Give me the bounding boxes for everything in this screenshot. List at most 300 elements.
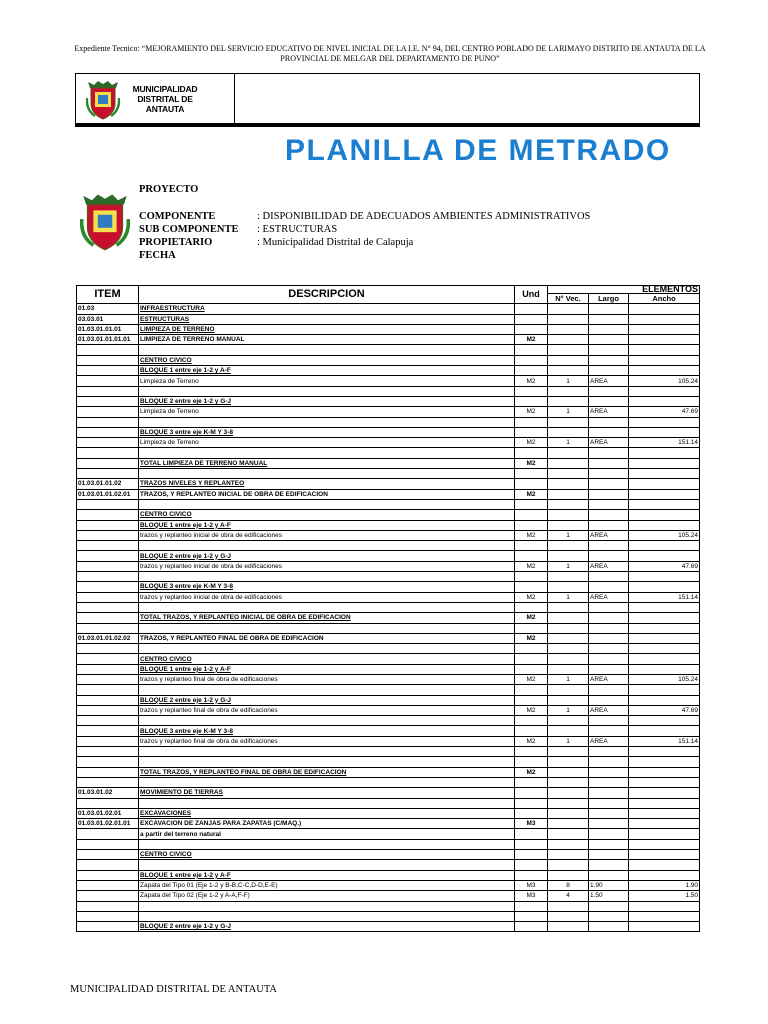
table-row (77, 757, 700, 767)
largo-cell (589, 798, 629, 808)
largo-cell (589, 324, 629, 334)
table-row (77, 891, 700, 901)
largo-cell (589, 860, 629, 870)
largo-cell (589, 345, 629, 355)
nvec-cell (548, 654, 589, 664)
largo-cell (589, 335, 629, 345)
item-cell (77, 736, 139, 746)
largo-cell (589, 551, 629, 561)
largo-cell (589, 757, 629, 767)
unit-cell (515, 355, 548, 365)
description-cell (139, 469, 515, 479)
ancho-cell: 105.24 (629, 674, 700, 684)
item-cell: 03.03.01 (77, 314, 139, 324)
description-cell (139, 757, 515, 767)
table-row (77, 366, 700, 376)
largo-cell (589, 479, 629, 489)
table-row (77, 602, 700, 612)
nvec-cell: 1 (548, 674, 589, 684)
table-row (77, 922, 700, 932)
unit-cell: M2 (515, 633, 548, 643)
nvec-cell (548, 850, 589, 860)
description-cell: trazos y replanteo final de obra de edificaciones (139, 674, 515, 684)
item-cell (77, 551, 139, 561)
nvec-cell (548, 747, 589, 757)
unit-cell: M2 (515, 613, 548, 623)
ancho-cell (629, 499, 700, 509)
item-cell (77, 520, 139, 530)
largo-cell (589, 829, 629, 839)
unit-cell (515, 860, 548, 870)
item-cell (77, 623, 139, 633)
info-value-propietario: : Municipalidad Distrital de Calapuja (257, 237, 414, 248)
largo-cell (589, 510, 629, 520)
table-row (77, 685, 700, 695)
table-row (77, 736, 700, 746)
description-cell (139, 541, 515, 551)
table-row (77, 695, 700, 705)
largo-cell (589, 572, 629, 582)
item-cell (77, 716, 139, 726)
unit-cell (515, 870, 548, 880)
unit-cell (515, 716, 548, 726)
table-row (77, 551, 700, 561)
largo-cell (589, 654, 629, 664)
nvec-cell (548, 304, 589, 314)
description-cell: EXCAVACION DE ZANJAS PARA ZAPATAS (C/MAQ.) (139, 819, 515, 829)
largo-cell (589, 386, 629, 396)
description-cell: Zapata del Tipo 02 (Eje 1-2 y A-A,F-F) (139, 891, 515, 901)
nvec-cell: 4 (548, 891, 589, 901)
largo-cell (589, 396, 629, 406)
item-cell (77, 870, 139, 880)
header-ancho: Ancho (629, 294, 700, 304)
description-cell (139, 777, 515, 787)
unit-cell: M2 (515, 767, 548, 777)
ancho-cell: 1.50 (629, 891, 700, 901)
largo-cell: AREA (589, 376, 629, 386)
item-cell (77, 664, 139, 674)
item-cell (77, 705, 139, 715)
unit-cell (515, 808, 548, 818)
description-cell: Limpieza de Terreno (139, 407, 515, 417)
nvec-cell (548, 314, 589, 324)
largo-cell: AREA (589, 561, 629, 571)
ancho-cell (629, 510, 700, 520)
nvec-cell (548, 716, 589, 726)
unit-cell (515, 479, 548, 489)
ancho-cell (629, 345, 700, 355)
unit-cell: M2 (515, 592, 548, 602)
largo-cell (589, 747, 629, 757)
description-cell: LIMPIEZA DE TERRENO MANUAL (139, 335, 515, 345)
largo-cell (589, 633, 629, 643)
ancho-cell (629, 602, 700, 612)
table-row (77, 541, 700, 551)
info-label-sub-componente: SUB COMPONENTE (139, 224, 239, 235)
unit-cell: M3 (515, 880, 548, 890)
unit-cell (515, 654, 548, 664)
ancho-cell (629, 551, 700, 561)
ancho-cell (629, 726, 700, 736)
ancho-cell (629, 654, 700, 664)
description-cell (139, 644, 515, 654)
largo-cell (589, 304, 629, 314)
ancho-cell (629, 396, 700, 406)
item-cell: 01.03.01.01.02.01 (77, 489, 139, 499)
largo-cell (589, 850, 629, 860)
item-cell (77, 530, 139, 540)
unit-cell (515, 644, 548, 654)
unit-cell (515, 345, 548, 355)
ancho-cell (629, 479, 700, 489)
description-cell: trazos y replanteo final de obra de edificaciones (139, 705, 515, 715)
page-title: PLANILLA DE METRADO (285, 134, 671, 167)
table-row (77, 880, 700, 890)
largo-cell: AREA (589, 705, 629, 715)
municipal-shield-icon (86, 80, 120, 120)
item-cell (77, 602, 139, 612)
item-cell (77, 376, 139, 386)
unit-cell (515, 850, 548, 860)
item-cell (77, 592, 139, 602)
table-row (77, 716, 700, 726)
nvec-cell (548, 767, 589, 777)
ancho-cell (629, 839, 700, 849)
item-cell (77, 880, 139, 890)
description-cell (139, 716, 515, 726)
ancho-cell: 1.90 (629, 880, 700, 890)
header-descripcion: DESCRIPCION (139, 286, 515, 304)
description-cell (139, 623, 515, 633)
item-cell (77, 891, 139, 901)
info-value-componente: : DISPONIBILIDAD DE ADECUADOS AMBIENTES ADMINISTRATIVOS (257, 211, 591, 222)
item-cell (77, 850, 139, 860)
description-cell: trazos y replanteo inicial de obra de edificaciones (139, 592, 515, 602)
ancho-cell: 105.24 (629, 530, 700, 540)
nvec-cell: 1 (548, 438, 589, 448)
description-cell: TRAZOS, Y REPLANTEO FINAL DE OBRA DE EDIFICACION (139, 633, 515, 643)
largo-cell (589, 767, 629, 777)
item-cell: 01.03.01.02.01.01 (77, 819, 139, 829)
table-row (77, 386, 700, 396)
unit-cell (515, 510, 548, 520)
table-row (77, 911, 700, 921)
table-row (77, 767, 700, 777)
nvec-cell (548, 633, 589, 643)
ancho-cell: 151.14 (629, 438, 700, 448)
table-row (77, 829, 700, 839)
item-cell (77, 417, 139, 427)
table-row (77, 561, 700, 571)
table-row (77, 613, 700, 623)
logo-cell (76, 74, 235, 123)
description-cell: EXCAVACIONES (139, 808, 515, 818)
item-cell (77, 798, 139, 808)
nvec-cell (548, 602, 589, 612)
item-cell (77, 644, 139, 654)
description-cell: trazos y replanteo inicial de obra de edificaciones (139, 561, 515, 571)
unit-cell: M2 (515, 458, 548, 468)
unit-cell: M2 (515, 407, 548, 417)
largo-cell (589, 726, 629, 736)
unit-cell: M2 (515, 674, 548, 684)
nvec-cell (548, 808, 589, 818)
item-cell (77, 777, 139, 787)
ancho-cell (629, 798, 700, 808)
unit-cell (515, 901, 548, 911)
description-cell: trazos y replanteo final de obra de edificaciones (139, 736, 515, 746)
item-cell (77, 582, 139, 592)
nvec-cell (548, 355, 589, 365)
unit-cell (515, 582, 548, 592)
nvec-cell (548, 870, 589, 880)
unit-cell: M2 (515, 438, 548, 448)
unit-cell (515, 664, 548, 674)
info-label-componente: COMPONENTE (139, 211, 216, 222)
unit-cell (515, 829, 548, 839)
ancho-cell (629, 572, 700, 582)
table-row (77, 499, 700, 509)
ancho-cell (629, 469, 700, 479)
largo-cell (589, 469, 629, 479)
nvec-cell: 1 (548, 561, 589, 571)
ancho-cell (629, 633, 700, 643)
header-note: Expediente Tecnico: “MEJORAMIENTO DEL SERVICIO EDUCATIVO DE NIVEL INICIAL DE LA I.E. N° 94, DEL CENTRO POBLADO DE LARIMAYO DISTRITO DE ANTAUTA DE LA PROVINCIAL DE MELGAR DEL DEPARTAMENTO DE PUNO” (74, 44, 706, 63)
description-cell: BLOQUE 3 entre eje K-M Y 3-8 (139, 726, 515, 736)
unit-cell: M2 (515, 705, 548, 715)
table-row (77, 705, 700, 715)
largo-cell (589, 458, 629, 468)
unit-cell (515, 911, 548, 921)
info-label-propietario: PROPIETARIO (139, 237, 213, 248)
nvec-cell: 1 (548, 592, 589, 602)
nvec-cell (548, 901, 589, 911)
largo-cell (589, 819, 629, 829)
nvec-cell (548, 695, 589, 705)
table-row (77, 376, 700, 386)
nvec-cell (548, 572, 589, 582)
info-label-fecha: FECHA (139, 250, 176, 261)
table-row (77, 870, 700, 880)
ancho-cell: 47.69 (629, 705, 700, 715)
ancho-cell (629, 644, 700, 654)
item-cell (77, 922, 139, 932)
unit-cell (515, 572, 548, 582)
unit-cell (515, 695, 548, 705)
description-cell: TOTAL TRAZOS, Y REPLANTEO INICIAL DE OBRA DE EDIFICACION (139, 613, 515, 623)
item-cell (77, 366, 139, 376)
description-cell: TOTAL LIMPIEZA DE TERRENO MANUAL (139, 458, 515, 468)
table-row (77, 520, 700, 530)
nvec-cell (548, 520, 589, 530)
largo-cell (589, 777, 629, 787)
item-cell (77, 386, 139, 396)
item-cell (77, 860, 139, 870)
description-cell: CENTRO CIVICO (139, 850, 515, 860)
largo-cell (589, 602, 629, 612)
largo-cell (589, 613, 629, 623)
item-cell: 01.03.01.01.01.01 (77, 335, 139, 345)
item-cell (77, 572, 139, 582)
largo-cell: AREA (589, 530, 629, 540)
description-cell: Zapata del Tipo 01 (Eje 1-2 y B-B,C-C,D-D,E-E) (139, 880, 515, 890)
table-row (77, 819, 700, 829)
table-row (77, 479, 700, 489)
description-cell (139, 860, 515, 870)
table-row (77, 510, 700, 520)
description-cell: MOVIMIENTO DE TIERRAS (139, 788, 515, 798)
header-nvec: N° Vec. (548, 294, 589, 304)
unit-cell (515, 396, 548, 406)
item-cell: 01.03.01.02.01 (77, 808, 139, 818)
item-cell (77, 345, 139, 355)
description-cell (139, 345, 515, 355)
item-cell (77, 541, 139, 551)
unit-cell (515, 324, 548, 334)
nvec-cell (548, 479, 589, 489)
largo-cell (589, 685, 629, 695)
unit-cell (515, 922, 548, 932)
item-cell (77, 747, 139, 757)
logo-header-box (75, 73, 700, 127)
nvec-cell (548, 510, 589, 520)
ancho-cell (629, 829, 700, 839)
unit-cell (515, 520, 548, 530)
largo-cell (589, 839, 629, 849)
item-cell (77, 510, 139, 520)
table-row (77, 860, 700, 870)
table-row (77, 324, 700, 334)
table-row (77, 469, 700, 479)
item-cell: 01.03.01.02 (77, 788, 139, 798)
item-cell (77, 674, 139, 684)
unit-cell (515, 386, 548, 396)
largo-cell (589, 695, 629, 705)
item-cell (77, 427, 139, 437)
unit-cell: M2 (515, 335, 548, 345)
municipal-shield-icon (80, 193, 130, 251)
unit-cell (515, 757, 548, 767)
description-cell: INFRAESTRUCTURA (139, 304, 515, 314)
item-cell (77, 355, 139, 365)
nvec-cell (548, 345, 589, 355)
description-cell: BLOQUE 2 entre eje 1-2 y G-J (139, 922, 515, 932)
ancho-cell (629, 582, 700, 592)
nvec-cell (548, 541, 589, 551)
ancho-cell (629, 747, 700, 757)
table-row (77, 355, 700, 365)
ancho-cell (629, 901, 700, 911)
nvec-cell (548, 469, 589, 479)
description-cell: BLOQUE 1 entre eje 1-2 y A-F (139, 366, 515, 376)
ancho-cell: 47.69 (629, 561, 700, 571)
description-cell: ESTRUCTURAS (139, 314, 515, 324)
ancho-cell (629, 911, 700, 921)
ancho-cell (629, 757, 700, 767)
unit-cell: M2 (515, 376, 548, 386)
unit-cell (515, 726, 548, 736)
unit-cell (515, 798, 548, 808)
description-cell (139, 839, 515, 849)
description-cell (139, 417, 515, 427)
item-cell (77, 613, 139, 623)
nvec-cell (548, 396, 589, 406)
nvec-cell (548, 489, 589, 499)
nvec-cell (548, 839, 589, 849)
description-cell: Limpieza de Terreno (139, 376, 515, 386)
largo-cell (589, 664, 629, 674)
description-cell (139, 901, 515, 911)
description-cell: Limpieza de Terreno (139, 438, 515, 448)
ancho-cell (629, 767, 700, 777)
description-cell: BLOQUE 3 entre eje K-M Y 3-8 (139, 427, 515, 437)
unit-cell: M2 (515, 561, 548, 571)
nvec-cell: 1 (548, 407, 589, 417)
largo-cell (589, 788, 629, 798)
nvec-cell: 8 (548, 880, 589, 890)
ancho-cell (629, 685, 700, 695)
item-cell (77, 767, 139, 777)
largo-cell (589, 355, 629, 365)
item-cell (77, 438, 139, 448)
description-cell: BLOQUE 1 entre eje 1-2 y A-F (139, 870, 515, 880)
largo-cell (589, 448, 629, 458)
table-row (77, 438, 700, 448)
table-row (77, 798, 700, 808)
largo-cell (589, 489, 629, 499)
table-row (77, 726, 700, 736)
description-cell (139, 602, 515, 612)
nvec-cell (548, 860, 589, 870)
table-row (77, 572, 700, 582)
table-row (77, 345, 700, 355)
largo-cell (589, 870, 629, 880)
unit-cell (515, 314, 548, 324)
nvec-cell (548, 335, 589, 345)
nvec-cell (548, 417, 589, 427)
nvec-cell: 1 (548, 376, 589, 386)
item-cell (77, 561, 139, 571)
item-cell (77, 911, 139, 921)
header-largo: Largo (589, 294, 629, 304)
table-row (77, 304, 700, 314)
largo-cell: 1.90 (589, 880, 629, 890)
item-cell (77, 901, 139, 911)
table-row (77, 654, 700, 664)
table-row (77, 850, 700, 860)
unit-cell (515, 623, 548, 633)
unit-cell (515, 366, 548, 376)
nvec-cell (548, 788, 589, 798)
item-cell (77, 839, 139, 849)
nvec-cell (548, 582, 589, 592)
ancho-cell (629, 777, 700, 787)
table-row (77, 448, 700, 458)
largo-cell (589, 314, 629, 324)
unit-cell (515, 541, 548, 551)
description-cell: CENTRO CIVICO (139, 355, 515, 365)
nvec-cell (548, 551, 589, 561)
table-row (77, 674, 700, 684)
item-cell (77, 448, 139, 458)
largo-cell (589, 541, 629, 551)
table-row (77, 427, 700, 437)
nvec-cell (548, 458, 589, 468)
info-value-sub-componente: : ESTRUCTURAS (257, 224, 338, 235)
unit-cell: M3 (515, 891, 548, 901)
ancho-cell (629, 335, 700, 345)
